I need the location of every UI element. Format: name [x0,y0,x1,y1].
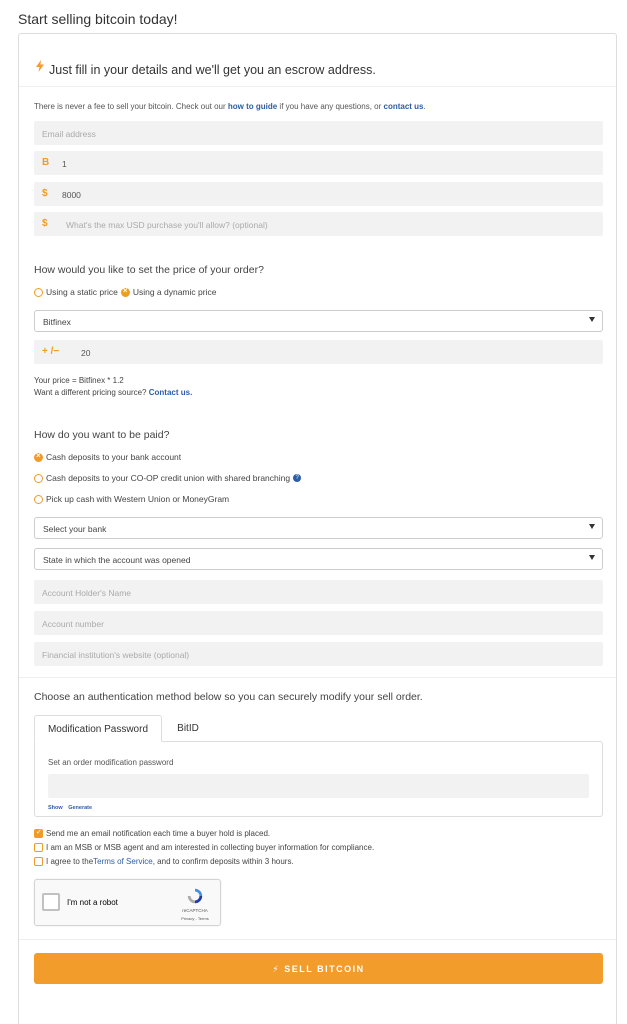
bank-deposit-radio[interactable] [34,453,43,462]
payment-option-bank[interactable] [34,452,181,462]
coop-deposit-label[interactable]: Cash deposits to your CO-OP credit union with shared branching [46,473,291,483]
bank-website-field[interactable] [34,642,603,666]
western-union-label[interactable]: Pick up cash with Western Union or MoneyGram [46,494,230,504]
page-title: Start selling bitcoin today! [18,11,178,27]
usd-amount-field[interactable] [34,182,603,206]
account-holder-field[interactable] [34,580,603,604]
section-divider [19,939,616,940]
bank-deposit-label[interactable]: Cash deposits to your bank account [46,452,182,462]
price-source-value: Bitfinex [43,317,71,327]
recaptcha-logo-icon [186,887,204,905]
card-header [19,34,616,87]
recaptcha-checkbox[interactable] [42,893,60,911]
plus-minus-icon: + /− [42,346,60,357]
contact-us-link[interactable]: contact us [383,102,424,111]
info-prefix: There is never a fee to sell your bitcoin. Check out our [34,102,228,111]
email-notify-check[interactable] [34,829,270,838]
pricing-source-text: Want a different pricing source? [34,388,149,397]
account-holder-placeholder: Account Holder's Name [42,588,132,598]
password-label: Set an order modification password [48,758,174,767]
price-adjust-field[interactable] [34,340,603,364]
lightning-icon [35,60,45,72]
tos-checkbox[interactable] [34,857,43,866]
recaptcha-terms[interactable]: Privacy - Terms [181,916,209,921]
pricing-options [34,287,216,297]
tab-modification-password[interactable]: Modification Password [34,715,162,742]
msb-check[interactable] [34,843,374,852]
tos-suffix[interactable]: , and to confirm deposits within 3 hours. [152,857,294,866]
bank-website-placeholder: Financial institution's website (optional) [42,650,190,660]
msb-checkbox[interactable] [34,843,43,852]
tab-bitid[interactable]: BitID [177,723,199,734]
static-price-radio[interactable] [34,288,43,297]
btc-amount-field[interactable] [34,151,603,175]
price-adjust-value: 20 [81,348,91,358]
info-middle: if you have any questions, or [277,102,384,111]
payment-question: How do you want to be paid? [34,429,170,441]
pricing-question: How would you like to set the price of your order? [34,264,264,276]
dollar-icon: $ [42,218,48,229]
state-select[interactable] [34,548,603,570]
chevron-down-icon [589,555,595,560]
bank-select[interactable] [34,517,603,539]
email-notify-checkbox[interactable] [34,829,43,838]
recaptcha-widget [34,879,221,926]
email-notify-label[interactable]: Send me an email notification each time a buyer hold is placed. [46,829,271,838]
max-purchase-placeholder: What's the max USD purchase you'll allow? (optional) [66,220,268,230]
btc-amount-value: 1 [62,159,67,169]
terms-of-service-link[interactable]: Terms of Service [93,857,153,866]
bank-select-value: Select your bank [43,524,107,534]
auth-question: Choose an authentication method below so you can securely modify your sell order. [34,691,423,703]
intro-text: Just fill in your details and we'll get you an escrow address. [49,63,376,77]
password-panel [34,741,603,817]
account-number-field[interactable] [34,611,603,635]
pricing-source-note [34,387,192,399]
western-union-radio[interactable] [34,495,43,504]
payment-option-coop[interactable] [34,473,301,483]
sell-bitcoin-button[interactable] [34,953,603,984]
static-price-label[interactable]: Using a static price [46,287,118,297]
recaptcha-label: I'm not a robot [67,898,118,907]
price-source-select[interactable] [34,310,603,332]
lightning-icon: ⚡ [272,964,285,974]
chevron-down-icon [589,317,595,322]
price-formula: Your price = Bitfinex * 1.2 [34,376,124,385]
password-actions [48,805,96,811]
usd-amount-value: 8000 [62,190,81,200]
tos-check[interactable] [34,857,294,866]
recaptcha-brand: reCAPTCHA [182,908,208,913]
contact-us-link-2[interactable]: Contact us. [148,388,193,397]
coop-deposit-radio[interactable] [34,474,43,483]
dynamic-price-label[interactable]: Using a dynamic price [132,287,217,297]
payment-option-western-union[interactable] [34,494,229,504]
email-field[interactable] [34,121,603,145]
email-placeholder: Email address [42,129,96,139]
how-to-guide-link[interactable]: how to guide [227,102,278,111]
show-password-link[interactable]: Show [48,805,63,811]
state-select-value: State in which the account was opened [43,555,191,565]
msb-label[interactable]: I am an MSB or MSB agent and am interested in collecting buyer information for compliance. [46,843,375,852]
tos-prefix[interactable]: I agree to the [46,857,94,866]
bitcoin-icon: B [42,157,50,168]
sell-bitcoin-label: SELL BITCOIN [284,964,365,974]
dollar-icon: $ [42,188,48,199]
section-divider [19,677,616,678]
chevron-down-icon [589,524,595,529]
info-suffix: . [423,102,426,111]
dynamic-price-radio[interactable] [121,288,130,297]
password-input[interactable] [48,774,589,798]
help-icon[interactable]: ? [293,474,301,482]
generate-password-link[interactable]: Generate [68,805,93,811]
account-number-placeholder: Account number [42,619,104,629]
info-line [34,102,426,111]
max-purchase-field[interactable] [34,212,603,236]
sell-form-card [18,33,617,1024]
price-note [34,375,192,399]
